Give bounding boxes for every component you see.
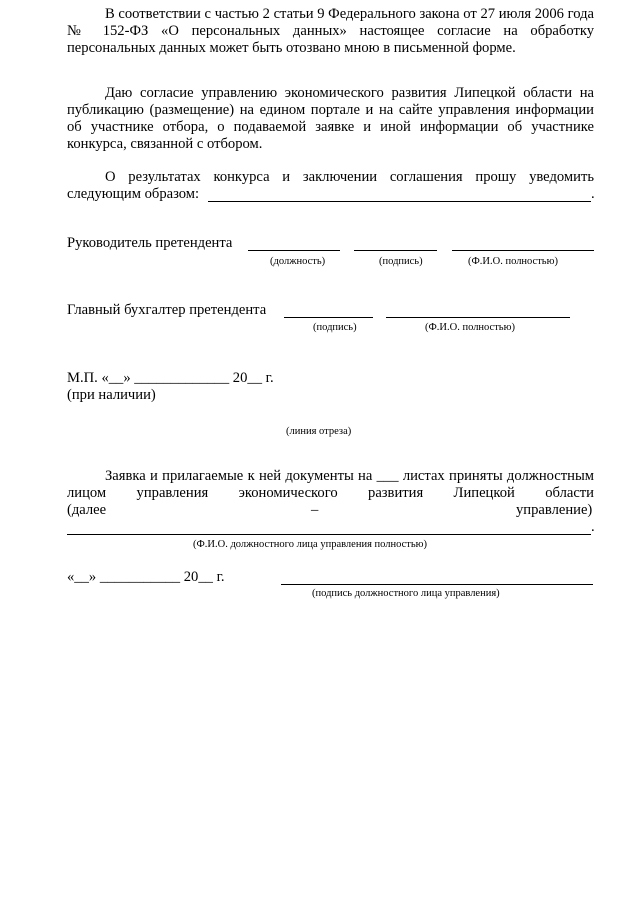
acceptance-paragraph: Заявка и прилагаемые к ней документы на ___ листах приняты должностным лицом управления экономического развития Липецкой области	[67, 468, 594, 501]
accountant-label: Главный бухгалтер претендента	[67, 302, 267, 318]
head-position-field[interactable]	[248, 235, 340, 251]
notify-line-end: .	[591, 186, 595, 202]
stamp-date-line: М.П. «__» _____________ 20__ г.	[67, 370, 274, 386]
head-signature-caption: (подпись)	[379, 256, 423, 267]
acceptance-date-line: «__» ___________ 20__ г.	[67, 569, 225, 585]
notify-method-field[interactable]	[208, 186, 591, 202]
head-position-caption: (должность)	[270, 256, 326, 267]
accountant-signature-field[interactable]	[284, 302, 373, 318]
acceptance-word-2: –	[311, 502, 319, 518]
head-signature-field[interactable]	[354, 235, 437, 251]
acceptance-line-end: .	[591, 519, 595, 535]
notify-method-label: следующим образом:	[67, 186, 200, 202]
consent-withdraw-paragraph: В соответствии с частью 2 статьи 9 Федерального закона от 27 июля 2006 года № 152-ФЗ «О персональных данных» настоящее согласие на обработку персональных данных может быть отозвано мною в письменной форме.	[67, 6, 594, 56]
acceptance-signature-field[interactable]	[281, 569, 593, 585]
head-name-field[interactable]	[452, 235, 594, 251]
cut-line-caption: (линия отреза)	[286, 426, 352, 437]
acceptance-officer-field[interactable]	[67, 519, 591, 535]
notify-line1: О результатах конкурса и заключении соглашения прошу уведомить	[105, 169, 594, 185]
head-label: Руководитель претендента	[67, 235, 233, 251]
accountant-name-field[interactable]	[386, 302, 570, 318]
acceptance-officer-caption: (Ф.И.О. должностного лица управления полностью)	[193, 539, 428, 550]
acceptance-word-3: управление)	[516, 502, 593, 518]
acceptance-word-1: (далее	[67, 502, 107, 518]
consent-publish-paragraph: Даю согласие управлению экономического развития Липецкой области на публикацию (размещение) на едином портале и на сайте управления информации об участнике отбора, о подаваемой заявке и иной информации об участнике конкурса, связанной с отбором.	[67, 85, 594, 152]
stamp-note: (при наличии)	[67, 387, 156, 403]
head-name-caption: (Ф.И.О. полностью)	[468, 256, 558, 267]
accountant-name-caption: (Ф.И.О. полностью)	[425, 322, 515, 333]
acceptance-signature-caption: (подпись должностного лица управления)	[312, 588, 500, 599]
accountant-signature-caption: (подпись)	[313, 322, 357, 333]
